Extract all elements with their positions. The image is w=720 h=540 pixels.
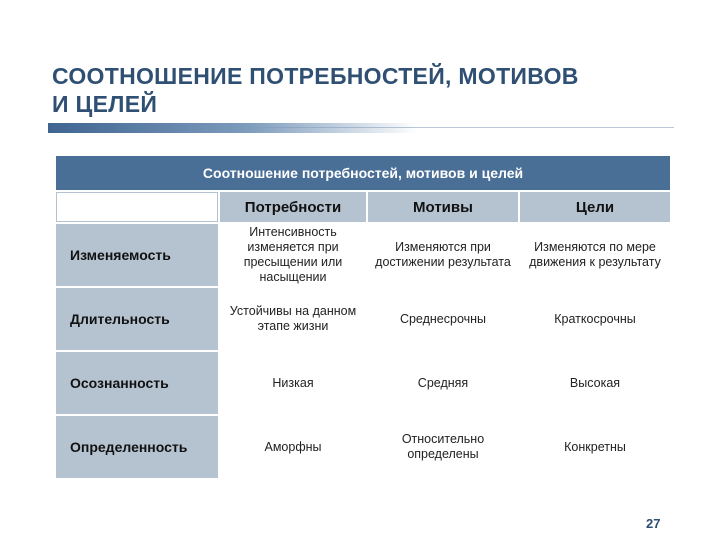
table-corner-cell — [56, 192, 218, 222]
column-header-motives: Мотивы — [368, 192, 518, 222]
column-header-goals: Цели — [520, 192, 670, 222]
slide-title — [52, 62, 672, 118]
table-row — [56, 288, 670, 350]
table-cell: Изменяются при достижении результата — [368, 224, 518, 286]
table-row — [56, 352, 670, 414]
table-caption: Соотношение потребностей, мотивов и целей — [56, 156, 670, 190]
column-header-needs: Потребности — [220, 192, 366, 222]
table-cell: Интенсивность изменяется при пресыщении или насыщении — [220, 224, 366, 286]
slide-title-line-1: СООТНОШЕНИЕ ПОТРЕБНОСТЕЙ, МОТИВОВ — [52, 63, 579, 89]
table-row — [56, 224, 670, 286]
table-cell: Среднесрочны — [368, 288, 518, 350]
slide-title-line-2: И ЦЕЛЕЙ — [52, 91, 158, 117]
table-cell: Устойчивы на данном этапе жизни — [220, 288, 366, 350]
table-cell: Аморфны — [220, 416, 366, 478]
table-cell: Конкретны — [520, 416, 670, 478]
table-cell: Изменяются по мере движения к результату — [520, 224, 670, 286]
row-header: Осознанность — [56, 352, 218, 414]
table-cell: Краткосрочны — [520, 288, 670, 350]
row-header: Длительность — [56, 288, 218, 350]
row-header: Изменяемость — [56, 224, 218, 286]
row-header: Определенность — [56, 416, 218, 478]
table-row — [56, 416, 670, 478]
table-cell: Средняя — [368, 352, 518, 414]
title-underline — [48, 123, 674, 133]
table-cell: Низкая — [220, 352, 366, 414]
table-cell: Относительно определены — [368, 416, 518, 478]
page-number: 27 — [646, 516, 661, 531]
comparison-table — [54, 154, 672, 480]
table-cell: Высокая — [520, 352, 670, 414]
